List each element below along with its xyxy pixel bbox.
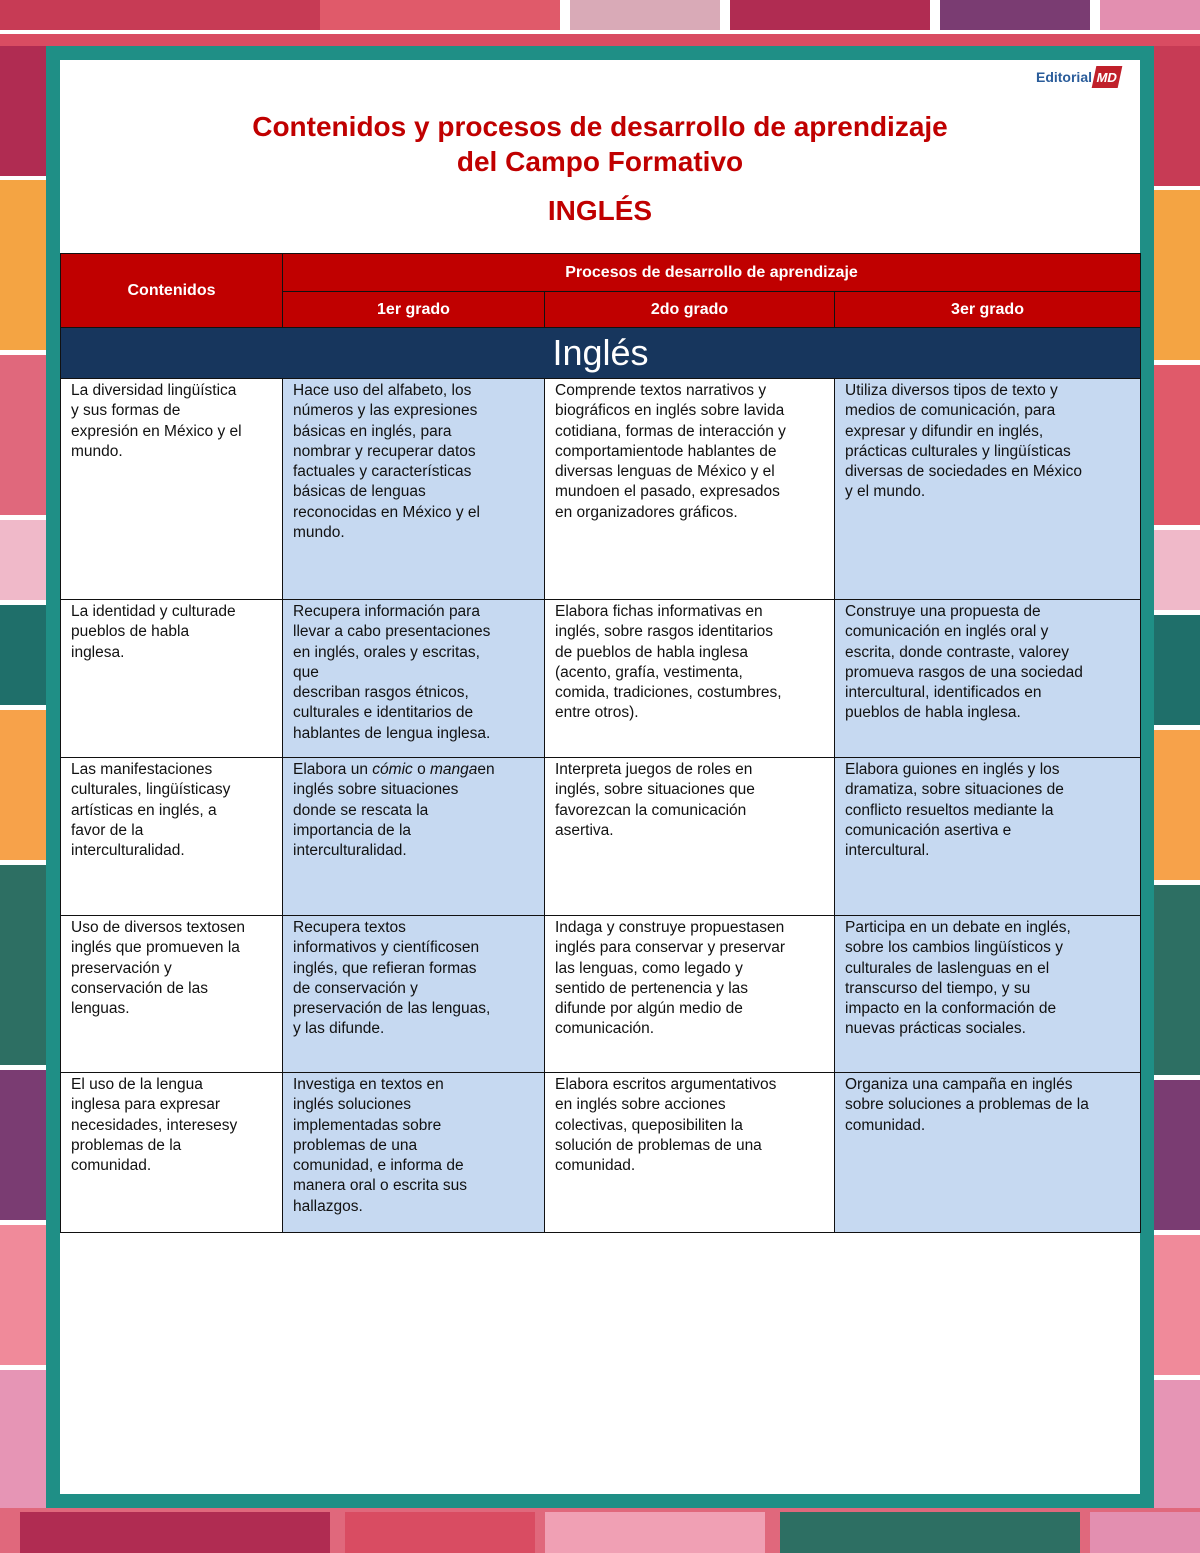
contenido-cell: Uso de diversos textosen inglés que promueven la preservación y conservación de las lenguas. [61,916,283,1073]
header-contenidos: Contenidos [61,254,283,328]
header-procesos: Procesos de desarrollo de aprendizaje [283,254,1141,292]
table-row [61,1073,1141,1233]
table-row [61,379,1141,600]
header-grade-1: 1er grado [283,292,545,328]
table-row [61,758,1141,916]
grade2-cell: Elabora fichas informativas en inglés, sobre rasgos identitarios de pueblos de habla inglesa (acento, grafía, vestimenta, comida, tradiciones, costumbres, entre otros). [545,600,835,758]
grade3-cell: Organiza una campaña en inglés sobre soluciones a problemas de la comunidad. [835,1073,1141,1233]
comic-term: cómic [372,761,413,778]
grade2-cell: Interpreta juegos de roles en inglés, sobre situaciones que favorezcan la comunicación asertiva. [545,758,835,916]
contenido-cell: El uso de la lengua inglesa para expresar necesidades, interesesy problemas de la comunidad. [61,1073,283,1233]
subject-title: INGLÉS [547,195,653,226]
page-title-line2: del Campo Formativo [456,146,744,177]
contenido-cell: Las manifestaciones culturales, lingüísticasy artísticas en inglés, a favor de la interculturalidad. [61,758,283,916]
grade1-cell: Investiga en textos en inglés soluciones implementadas sobre problemas de una comunidad, e informa de manera oral o escrita sus hallazgos. [283,1073,545,1233]
content-table [60,253,1141,1233]
grade3-cell: Elabora guiones en inglés y los dramatiza, sobre situaciones de conflicto resueltos mediante la comunicación asertiva e intercultural. [835,758,1141,916]
grade3-cell: Construye una propuesta de comunicación en inglés oral y escrita, donde contraste, valorey promueva rasgos de una sociedad intercultural, identificados en pueblos de habla inglesa. [835,600,1141,758]
page-title-line1: Contenidos y procesos de desarrollo de aprendizaje [252,111,948,142]
document-page [60,60,1140,1494]
grade1-cell: Recupera textos informativos y científicosen inglés, que refieran formas de conservación y preservación de las lenguas, y las difunde. [283,916,545,1073]
grade1-cell: Recupera información para llevar a cabo presentaciones en inglés, orales y escritas, que describan rasgos étnicos, culturales e identitarios de hablantes de lengua inglesa. [283,600,545,758]
logo-text: Editorial [1035,69,1092,85]
table-row [61,916,1141,1073]
grade1-text: Elabora un [293,761,373,778]
grade3-cell: Utiliza diversos tipos de texto y medios de comunicación, para expresar y difundir en inglés, prácticas culturales y lingüísticas diversas de sociedades en México y el mundo. [835,379,1141,600]
grade3-cell: Participa en un debate en inglés, sobre los cambios lingüísticos y culturales de laslenguas en el transcurso del tiempo, y su impacto en la conformación de nuevas prácticas sociales. [835,916,1141,1073]
grade1-text: o [412,761,430,778]
logo-mark-icon: MD [1092,66,1123,88]
grade2-cell: Comprende textos narrativos y biográficos en inglés sobre lavida cotidiana, formas de interacción y comportamientode hablantes de diversas lenguas de México y el mundoen el pasado, expresados en organizadores gráficos. [545,379,835,600]
grade2-cell: Indaga y construye propuestasen inglés para conservar y preservar las lenguas, como legado y sentido de pertenencia y las difunde por algún medio de comunicación. [545,916,835,1073]
grade2-cell: Elabora escritos argumentativos en inglés sobre acciones colectivas, queposibiliten la solución de problemas de una comunidad. [545,1073,835,1233]
manga-term: manga [430,761,478,778]
header-grade-3: 3er grado [835,292,1141,328]
grade1-cell: Hace uso del alfabeto, los números y las expresiones básicas en inglés, para nombrar y recuperar datos factuales y características básicas de lenguas reconocidas en México y el mundo. [283,379,545,600]
contenido-cell: La diversidad lingüística y sus formas de expresión en México y el mundo. [61,379,283,600]
editorial-logo [1036,66,1120,88]
header-grade-2: 2do grado [545,292,835,328]
section-title: Inglés [61,328,1141,379]
grade1-text: en inglés sobre situaciones donde se rescata la importancia de la interculturalidad. [293,761,495,860]
grade1-cell [283,758,545,916]
contenido-cell: La identidad y culturade pueblos de habla inglesa. [61,600,283,758]
table-row [61,600,1141,758]
